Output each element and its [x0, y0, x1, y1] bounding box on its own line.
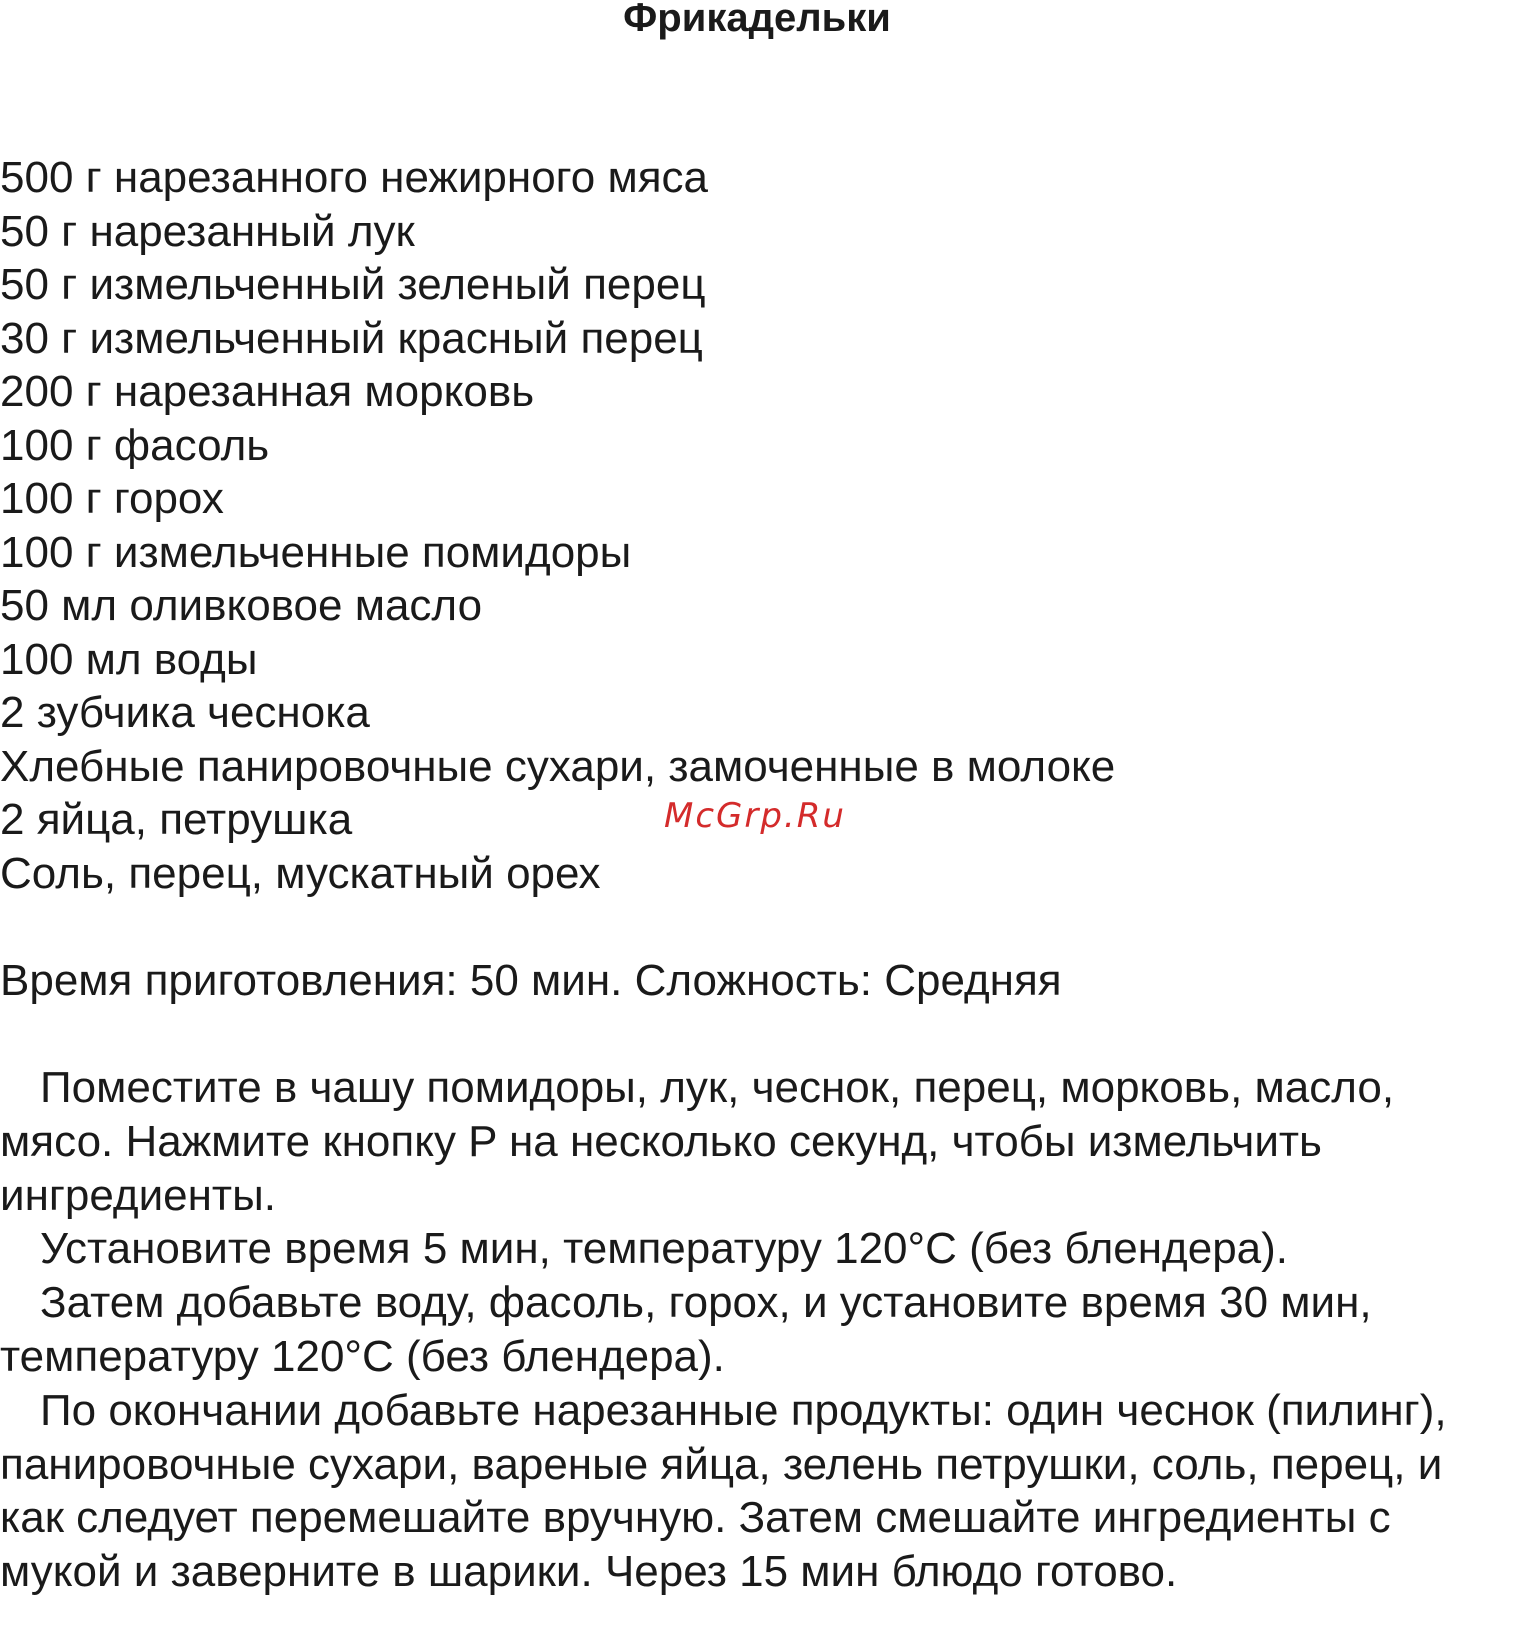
- ingredient-item: 500 г нарезанного нежирного мяса: [0, 153, 708, 202]
- ingredients-list: [0, 151, 1115, 900]
- recipe-title: Фрикадельки: [623, 0, 891, 40]
- instruction-paragraph: Затем добавьте воду, фасоль, горох, и установите время 30 мин, температуру 120°C (без блендера).: [0, 1278, 1372, 1381]
- instruction-paragraph: По окончании добавьте нарезанные продукты: один чеснок (пилинг), панировочные сухари, вареные яйца, зелень петрушки, соль, перец, и как следует перемешайте вручную. Затем смешайте ингредиенты с мукой и заверните в шарики. Через 15 мин блюдо готово.: [0, 1385, 1447, 1597]
- ingredient-item: 50 мл оливковое масло: [0, 581, 483, 630]
- ingredient-item: 100 г горох: [0, 474, 224, 523]
- instructions: [0, 1061, 1514, 1599]
- ingredient-item: 100 мл воды: [0, 634, 258, 684]
- prep-time-difficulty: Время приготовления: 50 мин. Сложность: Средняя: [0, 956, 1062, 1005]
- ingredient-item: Соль, перец, мускатный орех: [0, 848, 601, 898]
- instruction-paragraph: Установите время 5 мин, температуру 120°C (без блендера).: [40, 1224, 1289, 1274]
- ingredient-item: Хлебные панировочные сухари, замоченные в молоке: [0, 741, 1116, 791]
- ingredient-item: 30 г измельченный красный перец: [0, 313, 703, 363]
- watermark: McGrp.Ru: [664, 796, 846, 836]
- ingredient-item: 100 г фасоль: [0, 420, 270, 470]
- ingredient-item: 2 зубчика чеснока: [0, 688, 370, 737]
- ingredient-item: 200 г нарезанная морковь: [0, 367, 535, 416]
- ingredient-item: 2 яйца, петрушка: [0, 795, 353, 844]
- ingredient-item: 50 г нарезанный лук: [0, 206, 415, 256]
- ingredient-item: 50 г измельченный зеленый перец: [0, 260, 706, 309]
- ingredient-item: 100 г измельченные помидоры: [0, 527, 632, 577]
- instruction-paragraph: Поместите в чашу помидоры, лук, чеснок, перец, морковь, масло, мясо. Нажмите кнопку P на несколько секунд, чтобы измельчить ингредиенты.: [0, 1063, 1395, 1220]
